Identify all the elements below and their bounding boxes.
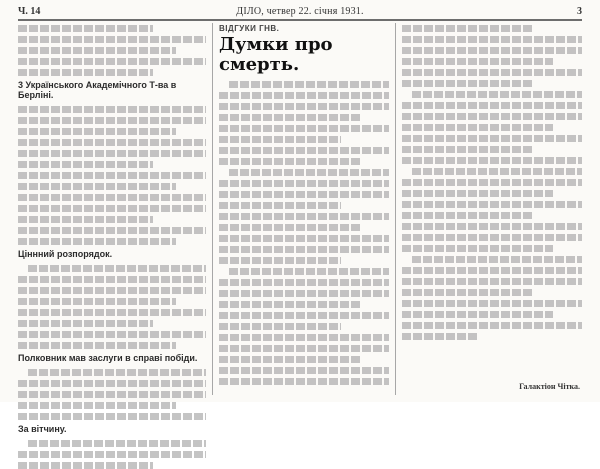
text-line	[402, 322, 582, 329]
text-line	[219, 136, 341, 143]
text-line	[219, 191, 389, 198]
text-line	[219, 312, 389, 319]
text-line	[18, 183, 176, 190]
text-line	[28, 440, 206, 447]
text-line	[219, 180, 389, 187]
text-line	[18, 342, 176, 349]
text-line	[219, 334, 389, 341]
text-line	[402, 267, 582, 274]
text-line	[219, 147, 389, 154]
text-line	[219, 345, 389, 352]
text-line	[402, 135, 582, 142]
text-line	[18, 25, 153, 32]
text-line	[402, 223, 582, 230]
header-rule	[18, 19, 582, 21]
text-line	[219, 125, 389, 132]
text-line	[18, 194, 206, 201]
text-line	[18, 413, 206, 420]
text-line	[402, 212, 532, 219]
text-line	[28, 265, 206, 272]
column-divider-left	[212, 23, 213, 395]
text-line	[18, 47, 176, 54]
text-line	[18, 276, 206, 283]
text-line	[219, 235, 389, 242]
text-line	[18, 320, 153, 327]
text-line	[219, 301, 362, 308]
text-line	[219, 367, 389, 374]
text-line	[18, 451, 206, 458]
text-line	[18, 402, 176, 409]
text-line	[219, 323, 341, 330]
text-line	[219, 224, 362, 231]
left-column-heading: Полковник мав заслуги в справі побіди.	[18, 353, 198, 363]
text-line	[402, 102, 582, 109]
text-line	[18, 150, 206, 157]
text-line	[18, 106, 206, 113]
text-line	[219, 356, 362, 363]
text-line	[219, 246, 389, 253]
issue-number: Ч. 14	[18, 6, 41, 17]
text-line	[18, 391, 206, 398]
text-line	[219, 158, 362, 165]
text-line	[18, 128, 176, 135]
text-line	[229, 81, 389, 88]
text-line	[18, 462, 153, 469]
page-number: 3	[577, 6, 582, 17]
page-header	[18, 4, 582, 20]
text-line	[402, 289, 532, 296]
right-column	[402, 25, 582, 392]
text-line	[402, 113, 582, 120]
text-line	[219, 202, 341, 209]
text-line	[402, 278, 582, 285]
column-divider-right	[395, 23, 396, 395]
text-line	[18, 172, 206, 179]
text-line	[412, 256, 582, 263]
text-line	[219, 290, 389, 297]
left-column-heading: 3 Українського Академічного Т-ва в Берліні.	[18, 80, 177, 100]
text-line	[219, 257, 341, 264]
text-line	[402, 245, 553, 252]
text-line	[219, 213, 389, 220]
text-line	[18, 309, 206, 316]
text-line	[402, 36, 582, 43]
text-line	[402, 58, 553, 65]
text-line	[18, 117, 206, 124]
text-line	[18, 36, 206, 43]
text-line	[402, 190, 553, 197]
text-line	[18, 227, 206, 234]
text-line	[229, 169, 389, 176]
left-column	[18, 25, 206, 434]
text-line	[18, 139, 206, 146]
text-line	[402, 146, 532, 153]
article-title: Думки про смерть.	[219, 34, 333, 75]
text-line	[402, 300, 582, 307]
text-line	[402, 69, 582, 76]
text-line	[219, 378, 389, 385]
text-line	[412, 168, 582, 175]
text-line	[219, 279, 389, 286]
left-column-heading: За вітчину.	[18, 424, 67, 434]
left-column-heading: Ціннний розпорядок.	[18, 249, 113, 259]
text-line	[402, 25, 532, 32]
text-line	[402, 179, 582, 186]
masthead-line: ДІЛО, четвер 22. січня 1931.	[236, 6, 364, 17]
middle-column	[219, 25, 389, 392]
text-line	[402, 333, 478, 340]
text-line	[402, 157, 582, 164]
text-line	[402, 80, 532, 87]
text-line	[18, 380, 206, 387]
text-line	[219, 114, 362, 121]
text-line	[18, 298, 176, 305]
text-line	[18, 216, 153, 223]
text-line	[219, 92, 389, 99]
text-line	[229, 268, 389, 275]
text-line	[18, 58, 206, 65]
text-line	[18, 331, 206, 338]
text-line	[219, 103, 389, 110]
text-line	[18, 238, 176, 245]
text-line	[18, 69, 153, 76]
text-line	[18, 205, 206, 212]
text-line	[402, 311, 553, 318]
text-line	[402, 47, 582, 54]
text-line	[402, 124, 553, 131]
section-banner: ВІДГУКИ ГНВ.	[219, 24, 280, 33]
author-signature: Галактіон Чітка.	[519, 382, 580, 391]
text-line	[18, 161, 153, 168]
text-line	[402, 201, 582, 208]
text-line	[28, 369, 206, 376]
text-line	[412, 91, 582, 98]
text-line	[18, 287, 206, 294]
text-line	[402, 234, 582, 241]
